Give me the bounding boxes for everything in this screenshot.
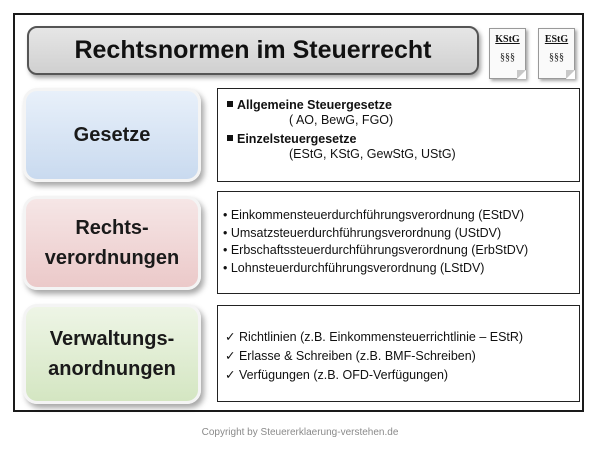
content-heading: Allgemeine Steuergesetze	[227, 98, 579, 112]
list-item: • Lohnsteuerdurchführungsverordnung (LStDV)	[223, 260, 485, 275]
document-label: EStG	[544, 34, 569, 45]
category-verwaltungsanordnungen	[23, 304, 201, 404]
content-heading: Einzelsteuergesetze	[227, 132, 579, 146]
kstg-document-icon	[489, 28, 526, 79]
list-item: ✓ Verfügungen (z.B. OFD-Verfügungen)	[225, 368, 449, 382]
category-label-line2: verordnungen	[44, 247, 180, 269]
document-label: KStG	[495, 34, 520, 45]
list-item: • Umsatzsteuerdurchführungsverordnung (UStDV)	[223, 225, 502, 240]
content-detail: ( AO, BewG, FGO)	[289, 113, 394, 127]
diagram-title: Rechtsnormen im Steuerrecht	[27, 26, 479, 75]
list-item: ✓ Erlasse & Schreiben (z.B. BMF-Schreiben)	[225, 349, 476, 363]
estg-document-icon	[538, 28, 575, 79]
list-item: • Erbschaftssteuerdurchführungsverordnung (ErbStDV)	[223, 243, 529, 257]
category-label-line1: Verwaltungs-	[49, 328, 175, 350]
category-label-line1: Rechts-	[75, 217, 149, 239]
category-rechtsverordnungen	[23, 196, 201, 290]
content-detail: (EStG, KStG, GewStG, UStG)	[289, 147, 456, 161]
document-symbol: §§§	[500, 52, 515, 63]
square-bullet-icon	[227, 135, 233, 141]
list-item: ✓ Richtlinien (z.B. Einkommensteuerrichtlinie – EStR)	[225, 330, 524, 344]
category-label: Gesetze	[73, 124, 151, 146]
rechtsverordnungen-content-box	[217, 191, 580, 294]
copyright-text: Copyright by Steuererklaerung-verstehen.de	[201, 427, 399, 438]
list-item: • Einkommensteuerdurchführungsverordnung (EStDV)	[223, 208, 525, 222]
category-gesetze	[23, 88, 201, 182]
gesetze-content-box	[217, 88, 580, 182]
document-symbol: §§§	[549, 52, 564, 63]
category-label-line2: anordnungen	[48, 358, 176, 380]
verwaltungsanordnungen-content-box	[217, 305, 580, 402]
square-bullet-icon	[227, 101, 233, 107]
